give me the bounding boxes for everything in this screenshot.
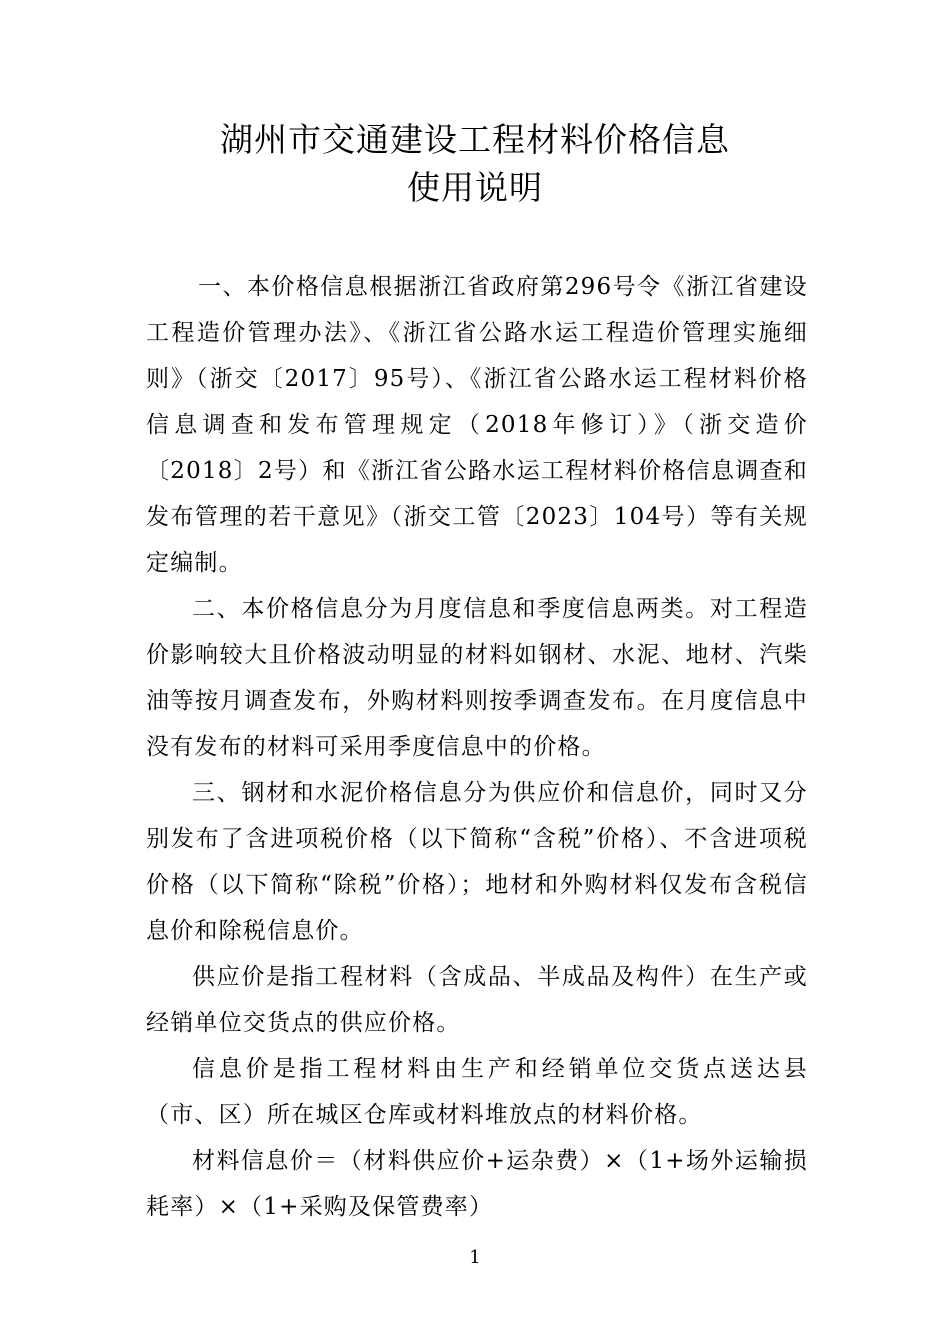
paragraph-info-price-definition: 信息价是指工程材料由生产和经销单位交货点送达县（市、区）所在城区仓库或材料堆放点的材料价格。 <box>146 1056 808 1128</box>
paragraph-section-one: 一、本价格信息根据浙江省政府第296号令《浙江省建设工程造价管理办法》、《浙江省公路水运工程造价管理实施细则》（浙交〔2017〕95号）、《浙江省公路水运工程材料价格信息调查和发布管理规定（2018年修订）》（浙交造价〔2018〕2号）和《浙江省公路水运工程材料价格信息调查和发布管理的若干意见》（浙交工管〔2023〕104号）等有关规定编制。 <box>146 274 808 576</box>
title-line-main: 湖州市交通建设工程材料价格信息 <box>220 120 730 159</box>
document-body <box>146 264 808 1230</box>
paragraph-supply-price-definition: 供应价是指工程材料（含成品、半成品及构件）在生产或经销单位交货点的供应价格。 <box>146 964 808 1036</box>
page-number: 1 <box>469 1247 481 1268</box>
document-title <box>0 116 950 212</box>
paragraph-price-formula: 材料信息价＝（材料供应价+运杂费）×（1+场外运输损耗率）×（1+采购及保管费率） <box>146 1148 808 1220</box>
paragraph-section-three: 三、钢材和水泥价格信息分为供应价和信息价，同时又分别发布了含进项税价格（以下简称“含税”价格）、不含进项税价格（以下简称“除税”价格）；地材和外购材料仅发布含税信息价和除税信息价。 <box>146 780 808 944</box>
title-line-sub: 使用说明 <box>407 168 543 207</box>
paragraph-section-two: 二、本价格信息分为月度信息和季度信息两类。对工程造价影响较大且价格波动明显的材料如钢材、水泥、地材、汽柴油等按月调查发布，外购材料则按季调查发布。在月度信息中没有发布的材料可采用季度信息中的价格。 <box>146 596 808 760</box>
